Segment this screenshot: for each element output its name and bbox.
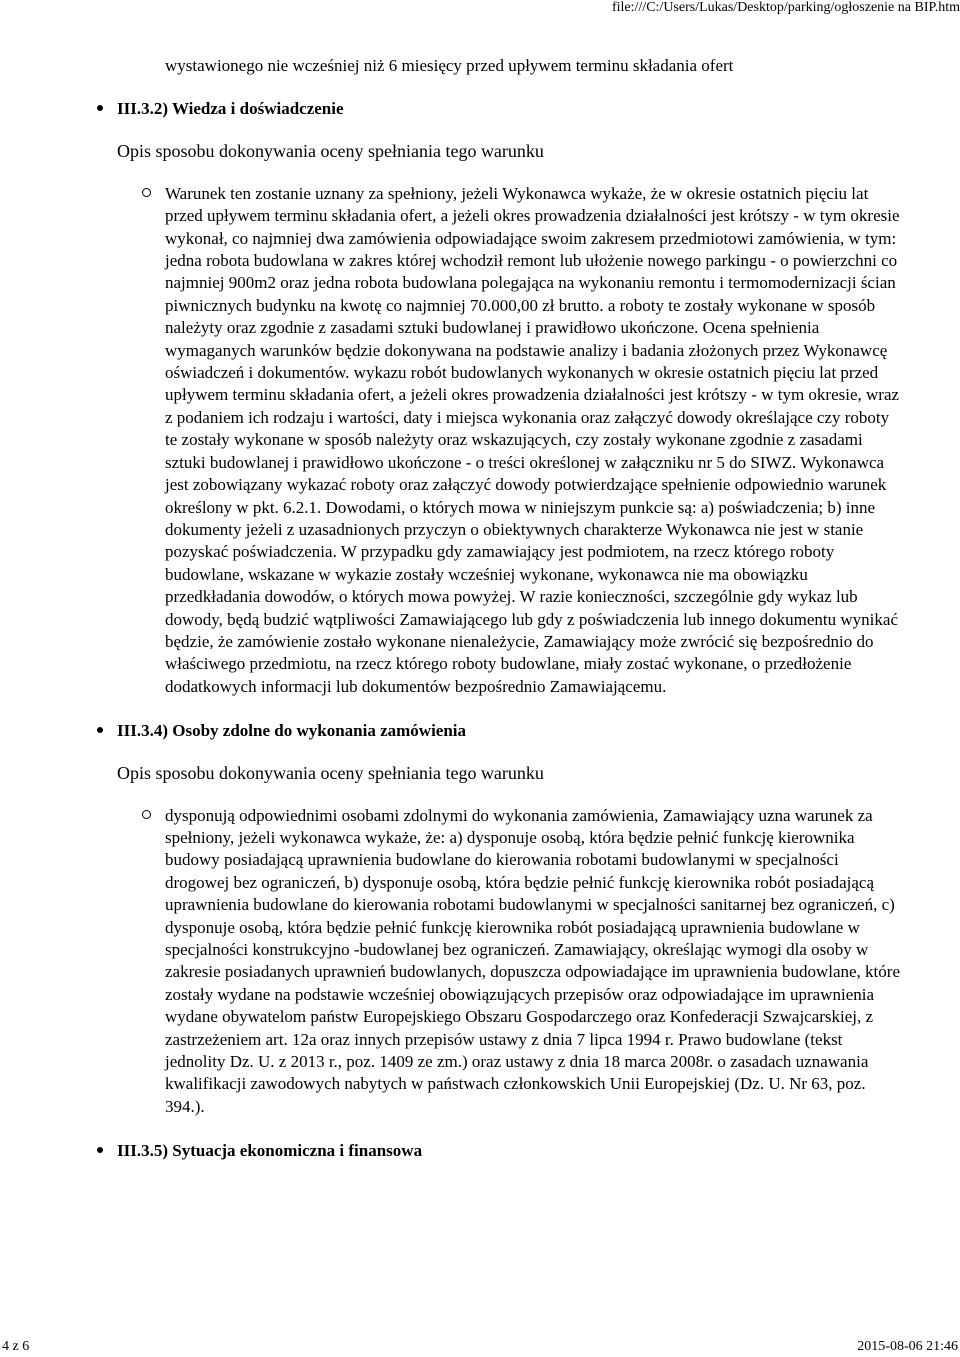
circle-bullet-icon: [142, 188, 151, 197]
list-item-text: Warunek ten zostanie uznany za spełniony, jeżeli Wykonawca wykaże, że w okresie ostatnich pięciu lat przed upływem terminu składania ofert, a jeżeli okres prowadzenia działalności jest krótszy - w tym okresie wykonał, co najmniej dwa zamówienia odpowiadające swoim zakresem przedmiotowi zamówienia, w tym: jedna robota budowlana w zakres której wchodził remont lub ułożenie nowego parkingu - o powierzchni co najmniej 900m2 oraz jedna robota budowlana polegająca na wykonaniu remontu i termomodernizacji ścian piwnicznych budynku na kwotę co najmniej 70.000,00 zł brutto. a roboty te zostały wykonane w sposób należyty oraz zgodnie z zasadami sztuki budowlanej i prawidłowo ukończone. Ocena spełnienia wymaganych warunków będzie dokonywana na podstawie analizy i badania złożonych przez Wykonawcę oświadczeń i dokumentów. wykazu robót budowlanych wykonanych w okresie ostatnich pięciu lat przed upływem terminu składania ofert, a jeżeli okres prowadzenia działalności jest krótszy - w tym okresie, wraz z podaniem ich rodzaju i wartości, daty i miejsca wykonania oraz załączyć dowody określające czy roboty te zostały wykonane w sposób należyty oraz wskazujących, czy zostały wykonane zgodnie z zasadami sztuki budowlanej i prawidłowo ukończone - o treści określonej w załączniku nr 5 do SIWZ. Wykonawca jest zobowiązany wykazać roboty oraz załączyć dowody potwierdzające spełnienie odpowiednio warunek określony w pkt. 6.2.1. Dowodami, o których mowa w niniejszym punkcie są: a) poświadczenia; b) inne dokumenty jeżeli z uzasadnionych przyczyn o obiektywnych charakterze Wykonawca nie jest w stanie pozyskać poświadczenia. W przypadku gdy zamawiający jest podmiotem, na rzecz którego roboty budowlane, wskazane w wykazie zostały wcześniej wykonane, wykonawca nie ma obowiązku przedkładania dowodów, o których mowa powyżej. W razie konieczności, szczególnie gdy wykaz lub dowody, będą budzić wątpliwości Zamawiającego lub gdy z poświadczenia lub innego dokumentu wynikać będzie, że zamówienie zostało wykonane nienależycie, Zamawiający może zwrócić się bezpośrednio do właściwego przedmiotu, na rzecz którego roboty budowlane, miały zostać wykonane, o przedłożenie dodatkowych informacji lub dokumentów bezpośrednio Zamawiającemu.: [165, 183, 900, 696]
bullet-icon: [97, 727, 103, 733]
section-heading-sytuacja: [117, 1140, 960, 1162]
bullet-icon: [97, 1147, 103, 1153]
list-item: [165, 805, 905, 1119]
list-item: [165, 183, 905, 698]
intro-line: wystawionego nie wcześniej niż 6 miesięcy przed upływem terminu składania ofert: [165, 56, 734, 75]
page-content: [0, 55, 960, 1163]
bullet-icon: [97, 105, 103, 111]
header-url: file:///C:/Users/Lukas/Desktop/parking/ogłoszenie na BIP.htm: [611, 0, 960, 15]
section-title: III.3.2) Wiedza i doświadczenie: [117, 99, 344, 119]
list-item-text: dysponują odpowiednimi osobami zdolnymi do wykonania zamówienia, Zamawiający uzna warunek za spełniony, jeżeli wykonawca wykaże, że: a) dysponuje osobą, która będzie pełnić funkcję kierownika budowy posiadającą uprawnienia budowlane do kierowania robotami budowlanymi w specjalności drogowej bez ograniczeń, b) dysponuje osobą, która będzie pełnić funkcję kierownika robót posiadającą uprawnienia budowlane do kierowania robotami budowlanymi w specjalności sanitarnej bez ograniczeń, c) dysponuje osobą, która będzie pełnić funkcję kierownika robót posiadającą uprawnienia budowlane w specjalności konstrukcyjno -budowlanej bez ograniczeń. Zamawiający, określając wymogi dla osoby w zakresie posiadanych uprawnień budowlanych, dopuszcza odpowiadające im uprawnienia budowlane, które zostały wydane na podstawie wcześniej obowiązujących przepisów oraz odpowiadające im uprawnienia wydane obywatelom państw Europejskiego Obszaru Gospodarczego oraz Konfederacji Szwajcarskiej, z zastrzeżeniem art. 12a oraz innych przepisów ustawy z dnia 7 lipca 1994 r. Prawo budowlane (tekst jednolity Dz. U. z 2013 r., poz. 1409 ze zm.) oraz ustawy z dnia 18 marca 2008r. o zasadach uznawania kwalifikacji zawodowych nabytych w państwach członkowskich Unii Europejskiej (Dz. U. Nr 63, poz. 394.).: [165, 805, 900, 1116]
section-heading-wiedza: [117, 98, 960, 120]
section-heading-osoby: [117, 720, 960, 742]
circle-bullet-icon: [142, 810, 151, 819]
description-title: Opis sposobu dokonywania oceny spełniania tego warunku: [117, 762, 544, 783]
section-title: III.3.5) Sytuacja ekonomiczna i finansowa: [117, 1141, 423, 1161]
description-title: Opis sposobu dokonywania oceny spełniania tego warunku: [117, 140, 544, 161]
page-number: 4 z 6: [2, 1339, 30, 1354]
section-title: III.3.4) Osoby zdolne do wykonania zamówienia: [117, 721, 467, 741]
print-timestamp: 2015-08-06 21:46: [857, 1339, 958, 1354]
